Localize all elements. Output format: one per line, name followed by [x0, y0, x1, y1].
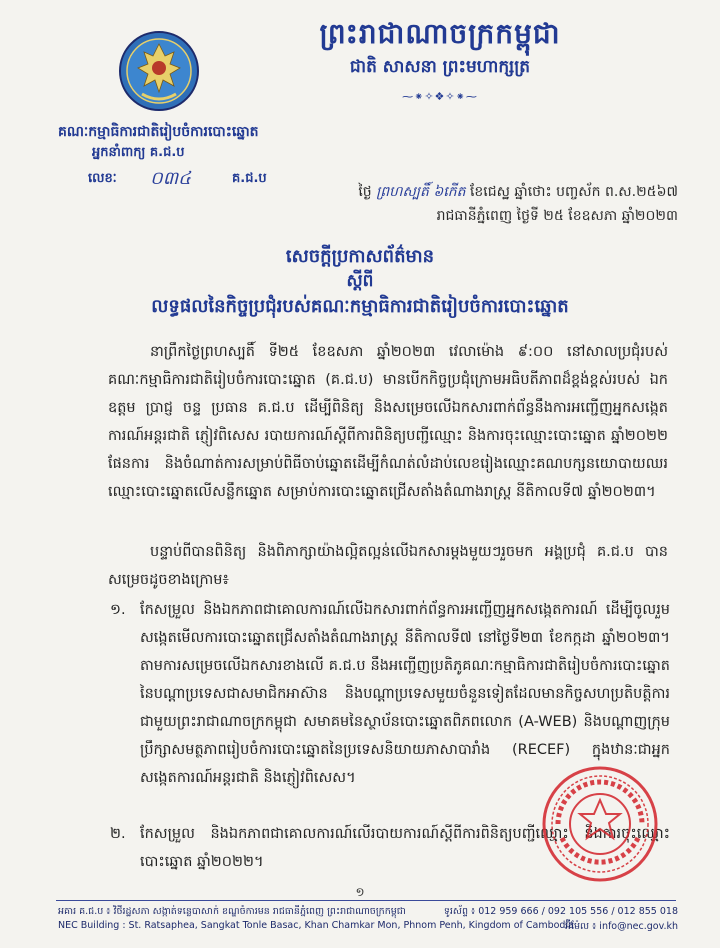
paragraph-1: នាព្រឹកថ្ងៃព្រហស្បតិ៍ ទី២៥ ខែឧសភា ឆ្នាំ២០២៣ វេលាម៉ោង ៩:០០ នៅសាលប្រជុំរបស់គណៈកម្មាធិការជាតិរៀបចំការបោះឆ្នោត (គ.ជ.ប) មានបើកកិច្ចប្រជុំក្រោមអធិបតីភាពដ៏ខ្ពង់ខ្ពស់របស់ ឯកឧត្តម ប្រាជ្ញ ចន្ទ ប្រធាន គ.ជ.ប ដើម្បីពិនិត្យ និងសម្រេចលើឯកសារពាក់ព័ន្ធនឹងការអញ្ជើញអ្នកសង្កេតការណ៍អន្តរជាតិ ភ្ញៀវពិសេស របាយការណ៍ស្តីពីការពិនិត្យបញ្ជីឈ្មោះ និងការចុះឈ្មោះបោះឆ្នោត ឆ្នាំ២០២២ ផែនការ និងចំណាត់ការសម្រាប់ពិធីចាប់ឆ្នោតដើម្បីកំណត់លំដាប់លេខរៀងឈ្មោះគណបក្សនយោបាយឈរឈ្មោះបោះឆ្នោតលើសន្លឹកឆ្នោត សម្រាប់ការបោះឆ្នោតជ្រើសតាំងតំណាងរាស្ត្រ នីតិកាលទី៧ ឆ្នាំ២០២៣។: [108, 344, 668, 500]
decision-item-text: កែសម្រួល និងឯកភាពជាគោលការណ៍លើឯកសារពាក់ព័ន្ធការអញ្ជើញអ្នកសង្កេតការណ៍ ដើម្បីចូលរួមសង្កេតមើលការបោះឆ្នោតជ្រើសតាំងតំណាងរាស្ត្រ នីតិកាលទី៧ នៅថ្ងៃទី២៣ ខែកក្កដា ឆ្នាំ២០២៣។ តាមការសម្រេចលើឯកសារខាងលើ គ.ជ.ប នឹងអញ្ជើញប្រតិភូគណៈកម្មាធិការជាតិរៀបចំការបោះឆ្នោតនៃបណ្តាប្រទេសជាសមាជិកអាស៊ាន និងបណ្តាប្រទេសមួយចំនួនទៀតដែលមានកិច្ចសហប្រតិបត្តិការជាមួយព្រះរាជាណាចក្រកម្ពុជា សមាគមនៃស្ថាប័នបោះឆ្នោតពិភពលោក (A-WEB) និងបណ្តាញក្រុមប្រឹក្សាសមត្ថភាពរៀបចំការបោះឆ្នោតនៃប្រទេសនិយាយភាសាបារាំង (RECEF) ក្នុងឋានៈជាអ្នកសង្កេតការណ៍អន្តរជាតិ និងភ្ញៀវពិសេស។: [140, 602, 670, 786]
lunar-date-prefix: ថ្ងៃ: [358, 184, 372, 200]
lunar-date: [258, 182, 678, 203]
lunar-date-rest: ខែជេស្ឋ ឆ្នាំថោះ បញ្ចស័ក ព.ស.២៥៦៧: [469, 184, 678, 200]
document-subject: លទ្ធផលនៃកិច្ចប្រជុំរបស់គណៈកម្មាធិការជាតិរៀបចំការបោះឆ្នោត: [151, 296, 569, 317]
page-number: ១: [355, 885, 365, 899]
organization-name: គណៈកម្មាធិការជាតិរៀបចំការបោះឆ្នោត: [58, 124, 259, 140]
decision-item-text: កែសម្រួល និងឯកភាពជាគោលការណ៍លើរបាយការណ៍ស្តីពីការពិនិត្យបញ្ជីឈ្មោះ និងការចុះឈ្មោះបោះឆ្នោត ឆ្នាំ២០២២។: [140, 826, 670, 870]
reference-label: លេខៈ: [88, 171, 117, 186]
footer-address-khmer: អគារ គ.ជ.ប ៖ វិថីរដ្ឋសភា សង្កាត់ទន្លេបាសាក់ ខណ្ឌចំការមន រាជធានីភ្នំពេញ ព្រះរាជាណាចក្រកម្ពុជា: [58, 906, 406, 917]
footer-phone: ទូរស័ព្ទ ៖ 012 959 666 / 092 105 556 / 012 855 018: [443, 906, 678, 917]
decision-item-1: [110, 596, 670, 792]
decision-item-number: ១.: [110, 602, 126, 618]
kingdom-heading: ព្រះរាជាណាចក្រកម្ពុជា: [319, 17, 561, 50]
national-motto: ជាតិ សាសនា ព្រះមហាក្សត្រ: [349, 57, 531, 77]
footer-divider: [56, 900, 676, 901]
ornament-divider: ⁓⁕✧❖✧⁕⁓: [402, 90, 478, 103]
document-title: សេចក្តីប្រកាសព័ត៌មាន: [285, 246, 435, 267]
paragraph-2: បន្ទាប់ពីបានពិនិត្យ និងពិភាក្សាយ៉ាងល្អិតល្អន់លើឯកសារម្តងមួយៗរួចមក អង្គប្រជុំ គ.ជ.ប បានសម្រេចដូចខាងក្រោម៖: [108, 544, 668, 588]
lunar-date-handwritten: ព្រហស្បតិ៍ ៦កើត: [376, 184, 466, 200]
organization-unit: អ្នកនាំពាក្យ គ.ជ.ប: [92, 145, 185, 160]
footer-email: អ៊ីម៉ែល ៖ info@nec.gov.kh: [564, 921, 678, 932]
document-title-about: ស្តីពី: [346, 271, 374, 291]
solar-date: រាជធានីភ្នំពេញ ថ្ងៃទី ២៥ ខែឧសភា ឆ្នាំ២០២៣: [436, 208, 678, 224]
decision-item-number: ២.: [110, 826, 126, 842]
nec-emblem-icon: [118, 30, 200, 112]
reference-suffix: គ.ជ.ប: [232, 171, 267, 186]
footer-address-english: NEC Building : St. Ratsaphea, Sangkat Tonle Basac, Khan Chamkar Mon, Phnom Penh, Kingdom of Cambodia: [58, 920, 574, 931]
official-seal-icon: [540, 764, 660, 884]
reference-value: ០៣៤: [150, 168, 191, 189]
